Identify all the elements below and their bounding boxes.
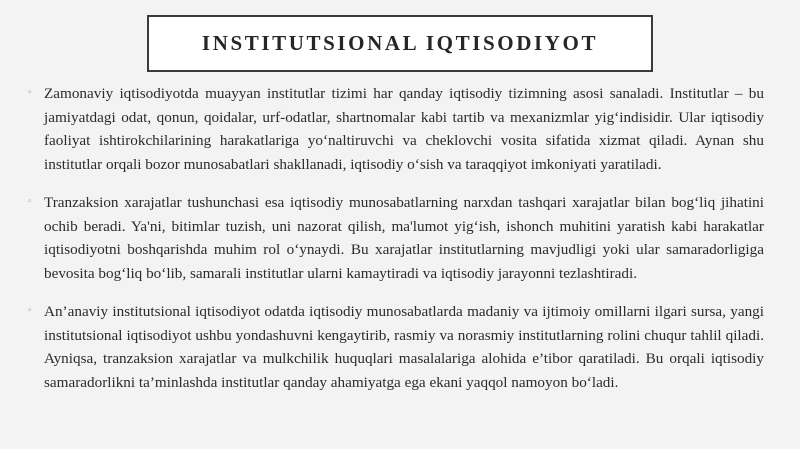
bullet-icon: ▫: [28, 305, 32, 316]
paragraph-1-text: Zamonaviy iqtisodiyotda muayyan institutlar tizimi har qanday iqtisodiy tizimning asosi sanaladi. Institutlar – bu jamiyatdagi odat, qonun, qoidalar, urf-odatlar, shartnomalar kabi tartib va mexanizmlar yig‘indisidir. Ular iqtisodiy faoliyat ishtirokchilarining harakatlariga yo‘naltiruvchi va cheklovchi vosita sifatida xizmat qiladi. Aynan shu institutlar orqali bozor munosabatlari shakllanadi, iqtisodiy o‘sish va taraqqiyot imkoniyati yaratiladi.: [44, 85, 764, 173]
bullet-icon: ▫: [28, 87, 32, 98]
paragraph-3: [28, 300, 764, 394]
bullet-icon: ▫: [28, 196, 32, 207]
slide-title: INSTITUTSIONAL IQTISODIYOT: [201, 31, 599, 55]
paragraph-1: [28, 82, 764, 176]
title-box: [147, 15, 653, 72]
slide-body: [28, 82, 764, 409]
paragraph-2-text: Tranzaksion xarajatlar tushunchasi esa iqtisodiy munosabatlarning narxdan tashqari xarajatlar bilan bog‘liq jihatini ochib beradi. Ya'ni, bitimlar tuzish, uni nazorat qilish, ma'lumot yig‘ish, ishonch muhitini yaratish kabi harakatlar iqtisodiyotni boshqarishda muhim rol o‘ynaydi. Bu xarajatlar institutlarning mavjudligi yoki ular samaradorligiga bevosita bog‘liq bo‘lib, samarali institutlar ularni kamaytiradi va iqtisodiy jarayonni tezlashtiradi.: [44, 194, 764, 282]
paragraph-2: [28, 191, 764, 285]
paragraph-3-text: An’anaviy institutsional iqtisodiyot odatda iqtisodiy munosabatlarda madaniy va ijtimoiy omillarni ilgari sursa, yangi institutsional iqtisodiyot ushbu yondashuvni kengaytirib, rasmiy va norasmiy institutlarning rolini chuqur tahlil qiladi. Ayniqsa, tranzaksion xarajatlar va mulkchilik huquqlari masalalariga alohida e’tibor qaratiladi. Bu orqali iqtisodiy samaradorlikni ta’minlashda institutlar qanday ahamiyatga ega ekani yaqqol namoyon bo‘ladi.: [44, 303, 764, 391]
